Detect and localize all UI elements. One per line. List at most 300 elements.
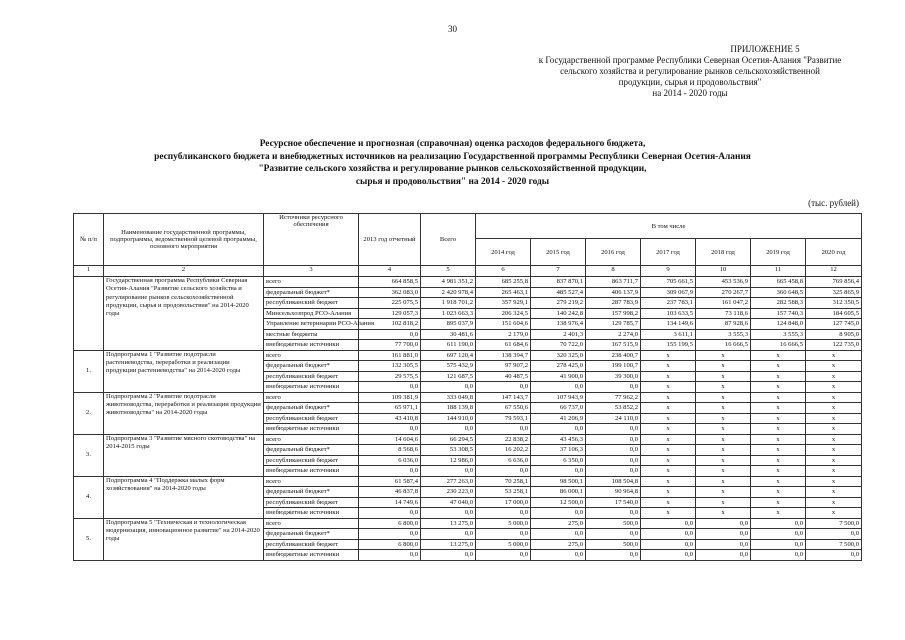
row-number [74,277,104,351]
amount-cell: 611 190,0 [421,340,476,351]
amount-cell: 769 856,4 [806,277,862,288]
header-year: 2020 год [806,239,862,266]
amount-cell: 22 838,2 [476,434,531,445]
table-row [74,392,862,403]
appendix-line: продукции, сырья и продовольствия" [618,77,762,87]
amount-cell: 157 740,3 [751,308,806,319]
amount-cell: x [696,361,751,372]
amount-cell: 121 687,5 [421,371,476,382]
amount-cell: 206 324,5 [476,308,531,319]
amount-cell: x [751,392,806,403]
amount-cell: 138 394,7 [476,350,531,361]
amount-cell: 2 179,0 [476,329,531,340]
amount-cell: 41 206,9 [531,413,586,424]
amount-cell: 43 410,8 [359,413,421,424]
column-number: 7 [531,266,586,277]
amount-cell: x [806,487,862,498]
header-sources: Источники ресурсного обеспечения [264,214,359,266]
amount-cell: 132 305,5 [359,361,421,372]
amount-cell: 665 458,8 [751,277,806,288]
amount-cell: 90 964,8 [586,487,641,498]
appendix-line: к Государственной программе Республики Северная Осетия-Алания "Развитие [538,55,842,65]
amount-cell: 453 536,9 [696,277,751,288]
amount-cell: 129 785,7 [586,319,641,330]
amount-cell: 184 605,5 [806,308,862,319]
header-year: 2014 год [476,239,531,266]
amount-cell: x [751,497,806,508]
amount-cell: x [751,508,806,519]
amount-cell: x [806,508,862,519]
amount-cell: 0,0 [641,518,696,529]
amount-cell: 0,0 [359,508,421,519]
amount-cell: x [696,466,751,477]
amount-cell: x [751,466,806,477]
amount-cell: 863 711,7 [586,277,641,288]
amount-cell: 0,0 [359,550,421,561]
amount-cell: 124 848,0 [751,319,806,330]
funding-source: всего [264,277,359,288]
amount-cell: 500,0 [586,539,641,550]
amount-cell: 5 000,0 [476,539,531,550]
column-number: 8 [586,266,641,277]
amount-cell: 0,0 [586,529,641,540]
amount-cell: 188 139,8 [421,403,476,414]
funding-source: федеральный бюджет* [264,529,359,540]
title-line: республиканского бюджета и внебюджетных источников на реализацию Государственной программы Республики Северная Осетия-Алания [154,151,751,162]
amount-cell: 312 350,5 [806,298,862,309]
funding-source: внебюджетные источники [264,466,359,477]
amount-cell: 138 976,4 [531,319,586,330]
amount-cell: 161 047,2 [696,298,751,309]
amount-cell: 108 504,8 [586,476,641,487]
amount-cell: 14 604,6 [359,434,421,445]
amount-cell: 2 420 978,4 [421,287,476,298]
amount-cell: 1 918 701,2 [421,298,476,309]
amount-cell: 107 943,9 [531,392,586,403]
amount-cell: x [696,413,751,424]
amount-cell: 309 067,9 [641,287,696,298]
amount-cell: 140 242,8 [531,308,586,319]
amount-cell: 6 800,0 [359,518,421,529]
table-header [74,214,862,277]
amount-cell: 134 149,6 [641,319,696,330]
header-total: Всего [421,214,476,266]
appendix-title: ПРИЛОЖЕНИЕ 5 [730,44,800,54]
amount-cell: 0,0 [751,539,806,550]
amount-cell: 3 555,3 [751,329,806,340]
amount-cell: 98 500,1 [531,476,586,487]
amount-cell: 0,0 [696,529,751,540]
amount-cell: x [641,361,696,372]
amount-cell: 277 263,0 [421,476,476,487]
amount-cell: x [806,434,862,445]
amount-cell: x [751,424,806,435]
amount-cell: x [806,413,862,424]
title-line: "Развитие сельского хозяйства и регулирование рынков сельскохозяйственной продукции, [258,164,647,174]
amount-cell: 0,0 [476,424,531,435]
amount-cell: 0,0 [586,382,641,393]
amount-cell: 664 858,5 [359,277,421,288]
amount-cell: x [696,508,751,519]
amount-cell: 151 604,6 [476,319,531,330]
amount-cell: 1 023 663,3 [421,308,476,319]
header-year: 2015 год [531,239,586,266]
amount-cell: 43 456,3 [531,434,586,445]
program-name: Подпрограмма 3 "Развитие мясного скотоводства" на 2014-2015 годы [104,434,264,476]
amount-cell: 0,0 [359,424,421,435]
column-number: 11 [751,266,806,277]
amount-cell: 0,0 [586,508,641,519]
row-number: 5. [74,518,104,560]
funding-source: республиканский бюджет [264,298,359,309]
header-num: № п/п [74,214,104,266]
amount-cell: 17 000,0 [476,497,531,508]
amount-cell: x [696,424,751,435]
amount-cell: 12 986,0 [421,455,476,466]
units-label: (тыс. рублей) [808,198,859,208]
amount-cell: 485 527,4 [531,287,586,298]
program-name: Подпрограмма 2 "Развитие подотрасли животноводства, переработки и реализации продукции животноводства" на 2014-2020 годы [104,392,264,434]
amount-cell: 5 000,0 [476,518,531,529]
amount-cell: 0,0 [421,550,476,561]
amount-cell: 0,0 [476,382,531,393]
amount-cell: x [806,497,862,508]
amount-cell: 0,0 [421,529,476,540]
amount-cell: 0,0 [641,539,696,550]
amount-cell: x [641,476,696,487]
amount-cell: 333 049,8 [421,392,476,403]
funding-source: республиканский бюджет [264,539,359,550]
amount-cell: x [641,497,696,508]
amount-cell: 86 000,1 [531,487,586,498]
row-number: 4. [74,476,104,518]
amount-cell: 237 783,1 [641,298,696,309]
amount-cell: x [641,382,696,393]
funding-source: всего [264,518,359,529]
amount-cell: 8 568,6 [359,445,421,456]
column-number: 10 [696,266,751,277]
amount-cell: 8 905,0 [806,329,862,340]
amount-cell: 238 400,7 [586,350,641,361]
funding-source: федеральный бюджет* [264,445,359,456]
funding-source: федеральный бюджет* [264,487,359,498]
amount-cell: x [641,413,696,424]
funding-source: республиканский бюджет [264,455,359,466]
amount-cell: 2 401,3 [531,329,586,340]
amount-cell: 127 745,0 [806,319,862,330]
column-number: 9 [641,266,696,277]
document-title [100,138,805,188]
amount-cell: 67 550,6 [476,403,531,414]
amount-cell: 270 267,7 [696,287,751,298]
amount-cell: 0,0 [751,529,806,540]
amount-cell: x [696,371,751,382]
title-line: сырья и продовольствия" на 2014 - 2020 годы [355,176,550,187]
table-row [74,350,862,361]
amount-cell: 73 118,6 [696,308,751,319]
amount-cell: 279 219,2 [531,298,586,309]
page-number: 30 [448,24,457,34]
amount-cell: 230 223,0 [421,487,476,498]
amount-cell: x [641,424,696,435]
amount-cell: 167 515,9 [586,340,641,351]
amount-cell: x [751,445,806,456]
amount-cell: 0,0 [586,445,641,456]
amount-cell: x [641,508,696,519]
amount-cell: 47 040,0 [421,497,476,508]
funding-source: внебюджетные источники [264,508,359,519]
funding-source: федеральный бюджет* [264,361,359,372]
amount-cell: x [641,403,696,414]
amount-cell: 685 255,8 [476,277,531,288]
amount-cell: 199 100,7 [586,361,641,372]
amount-cell: x [806,392,862,403]
funding-source: местные бюджеты [264,329,359,340]
header-year: 2019 год [751,239,806,266]
amount-cell: x [806,403,862,414]
amount-cell: x [806,476,862,487]
amount-cell: 357 929,1 [476,298,531,309]
amount-cell: x [696,392,751,403]
amount-cell: 0,0 [586,550,641,561]
amount-cell: 147 143,7 [476,392,531,403]
amount-cell: 144 910,0 [421,413,476,424]
amount-cell: x [751,403,806,414]
amount-cell: x [641,434,696,445]
funding-source: республиканский бюджет [264,371,359,382]
amount-cell: 3 611,1 [641,329,696,340]
amount-cell: 87 928,6 [696,319,751,330]
title-line: Ресурсное обеспечение и прогнозная (справочная) оценка расходов федерального бюджета, [259,139,646,149]
amount-cell: x [696,455,751,466]
amount-cell: 282 588,3 [751,298,806,309]
amount-cell: 0,0 [421,424,476,435]
amount-cell: 0,0 [696,518,751,529]
amount-cell: 7 500,0 [806,539,862,550]
column-number: 5 [421,266,476,277]
amount-cell: x [751,382,806,393]
amount-cell: 16 202,2 [476,445,531,456]
amount-cell: 0,0 [531,382,586,393]
amount-cell: x [806,445,862,456]
table-row [74,518,862,529]
amount-cell: x [751,455,806,466]
funding-source: Управление ветеринарии РСО-Алания [264,319,359,330]
amount-cell: x [806,455,862,466]
amount-cell: 129 057,3 [359,308,421,319]
amount-cell: 46 837,8 [359,487,421,498]
amount-cell: x [806,361,862,372]
amount-cell: 287 783,9 [586,298,641,309]
amount-cell: x [751,434,806,445]
amount-cell: 37 106,3 [531,445,586,456]
amount-cell: 157 998,2 [586,308,641,319]
row-number: 3. [74,434,104,476]
amount-cell: 0,0 [806,529,862,540]
amount-cell: 3 555,3 [696,329,751,340]
amount-cell: 7 500,0 [806,518,862,529]
amount-cell: x [641,487,696,498]
row-number: 2. [74,392,104,434]
amount-cell: x [641,371,696,382]
amount-cell: 53 852,2 [586,403,641,414]
funding-source: федеральный бюджет* [264,287,359,298]
amount-cell: 0,0 [359,329,421,340]
funding-source: всего [264,392,359,403]
header-2013: 2013 год отчетный [359,214,421,266]
amount-cell: 6 350,0 [531,455,586,466]
amount-cell: x [696,497,751,508]
amount-cell: 39 300,0 [586,371,641,382]
program-name: Государственная программа Республики Северная Осетия-Алания "Развитие сельского хозяйства и регулирование рынков сельскохозяйственной продукции, сырья и продовольствия" на 2014-2020 годы [104,277,264,351]
amount-cell: x [751,476,806,487]
table-row [74,476,862,487]
amount-cell: 0,0 [476,550,531,561]
amount-cell: 2 274,0 [586,329,641,340]
table-row [74,277,862,288]
funding-source: всего [264,434,359,445]
header-year: 2018 год [696,239,751,266]
amount-cell: 0,0 [359,382,421,393]
amount-cell: 275,0 [531,518,586,529]
amount-cell: 0,0 [476,466,531,477]
amount-cell: 0,0 [531,466,586,477]
amount-cell: 6 800,0 [359,539,421,550]
amount-cell: 66 294,5 [421,434,476,445]
amount-cell: 14 749,6 [359,497,421,508]
amount-cell: 575 432,9 [421,361,476,372]
column-number: 6 [476,266,531,277]
amount-cell: 360 648,5 [751,287,806,298]
amount-cell: 17 540,0 [586,497,641,508]
amount-cell: 40 487,5 [476,371,531,382]
amount-cell: 265 463,1 [476,287,531,298]
appendix-line: сельского хозяйства и регулирование рынков сельскохозяйственной [560,66,820,76]
amount-cell: 320 325,0 [531,350,586,361]
amount-cell: 225 075,5 [359,298,421,309]
resource-table [73,213,862,561]
funding-source: внебюджетные источники [264,424,359,435]
amount-cell: 70 722,0 [531,340,586,351]
amount-cell: 6 036,0 [359,455,421,466]
funding-source: всего [264,350,359,361]
amount-cell: x [806,371,862,382]
amount-cell: x [696,350,751,361]
amount-cell: x [641,466,696,477]
amount-cell: 0,0 [751,550,806,561]
amount-cell: 161 881,0 [359,350,421,361]
funding-source: республиканский бюджет [264,497,359,508]
amount-cell: 0,0 [586,466,641,477]
amount-cell: 109 381,9 [359,392,421,403]
table-row [74,434,862,445]
amount-cell: 24 110,0 [586,413,641,424]
amount-cell: 705 661,5 [641,277,696,288]
amount-cell: 30 481,6 [421,329,476,340]
amount-cell: 837 870,1 [531,277,586,288]
amount-cell: 122 735,0 [806,340,862,351]
funding-source: внебюджетные источники [264,340,359,351]
header-including: В том числе [476,214,862,239]
column-number: 1 [74,266,104,277]
amount-cell: 278 425,0 [531,361,586,372]
appendix-header [490,44,890,99]
amount-cell: 0,0 [531,529,586,540]
amount-cell: 65 971,1 [359,403,421,414]
program-name: Подпрограмма 1 "Развитие подотрасли растениеводства, переработки и реализации продукции растениеводства" на 2014-2020 годы [104,350,264,392]
amount-cell: 0,0 [806,550,862,561]
amount-cell: 61 587,4 [359,476,421,487]
amount-cell: 0,0 [531,508,586,519]
amount-cell: 66 737,0 [531,403,586,414]
amount-cell: x [751,413,806,424]
amount-cell: x [696,382,751,393]
header-year: 2016 год [586,239,641,266]
amount-cell: 77 700,0 [359,340,421,351]
amount-cell: x [641,350,696,361]
amount-cell: 12 500,0 [531,497,586,508]
amount-cell: 0,0 [641,550,696,561]
amount-cell: 0,0 [531,424,586,435]
amount-cell: 13 275,0 [421,518,476,529]
amount-cell: 0,0 [421,466,476,477]
column-number: 3 [264,266,359,277]
column-number: 2 [104,266,264,277]
amount-cell: 97 907,2 [476,361,531,372]
amount-cell: 0,0 [641,529,696,540]
funding-source: внебюджетные источники [264,550,359,561]
amount-cell: 13 275,0 [421,539,476,550]
amount-cell: 6 636,0 [476,455,531,466]
amount-cell: 16 666,5 [696,340,751,351]
amount-cell: 697 120,4 [421,350,476,361]
amount-cell: 362 083,0 [359,287,421,298]
amount-cell: 4 981 351,2 [421,277,476,288]
amount-cell: x [806,424,862,435]
amount-cell: 70 258,1 [476,476,531,487]
header-year: 2017 год [641,239,696,266]
amount-cell: x [751,350,806,361]
amount-cell: 325 865,9 [806,287,862,298]
program-name: Подпрограмма 5 "Техническая и технологическая модернизация, инновационное развитие" на 2014-2020 годы [104,518,264,560]
column-number: 4 [359,266,421,277]
amount-cell: x [696,403,751,414]
amount-cell: 895 037,9 [421,319,476,330]
funding-source: всего [264,476,359,487]
amount-cell: 406 137,9 [586,287,641,298]
amount-cell: 79 593,1 [476,413,531,424]
amount-cell: 102 818,2 [359,319,421,330]
amount-cell: x [641,392,696,403]
amount-cell: 0,0 [696,550,751,561]
amount-cell: x [696,476,751,487]
amount-cell: 29 575,5 [359,371,421,382]
funding-source: республиканский бюджет [264,413,359,424]
amount-cell: x [751,487,806,498]
amount-cell: 155 199,5 [641,340,696,351]
header-name: Наименование государственной программы, подпрограммы, ведомственной целевой программы, основного мероприятия [104,214,264,266]
amount-cell: 0,0 [476,508,531,519]
amount-cell: 0,0 [421,382,476,393]
funding-source: внебюджетные источники [264,382,359,393]
appendix-line: на 2014 - 2020 годы [652,88,728,98]
amount-cell: 0,0 [359,466,421,477]
amount-cell: 77 962,2 [586,392,641,403]
amount-cell: x [641,455,696,466]
amount-cell: 0,0 [421,508,476,519]
funding-source: федеральный бюджет* [264,403,359,414]
amount-cell: x [806,350,862,361]
